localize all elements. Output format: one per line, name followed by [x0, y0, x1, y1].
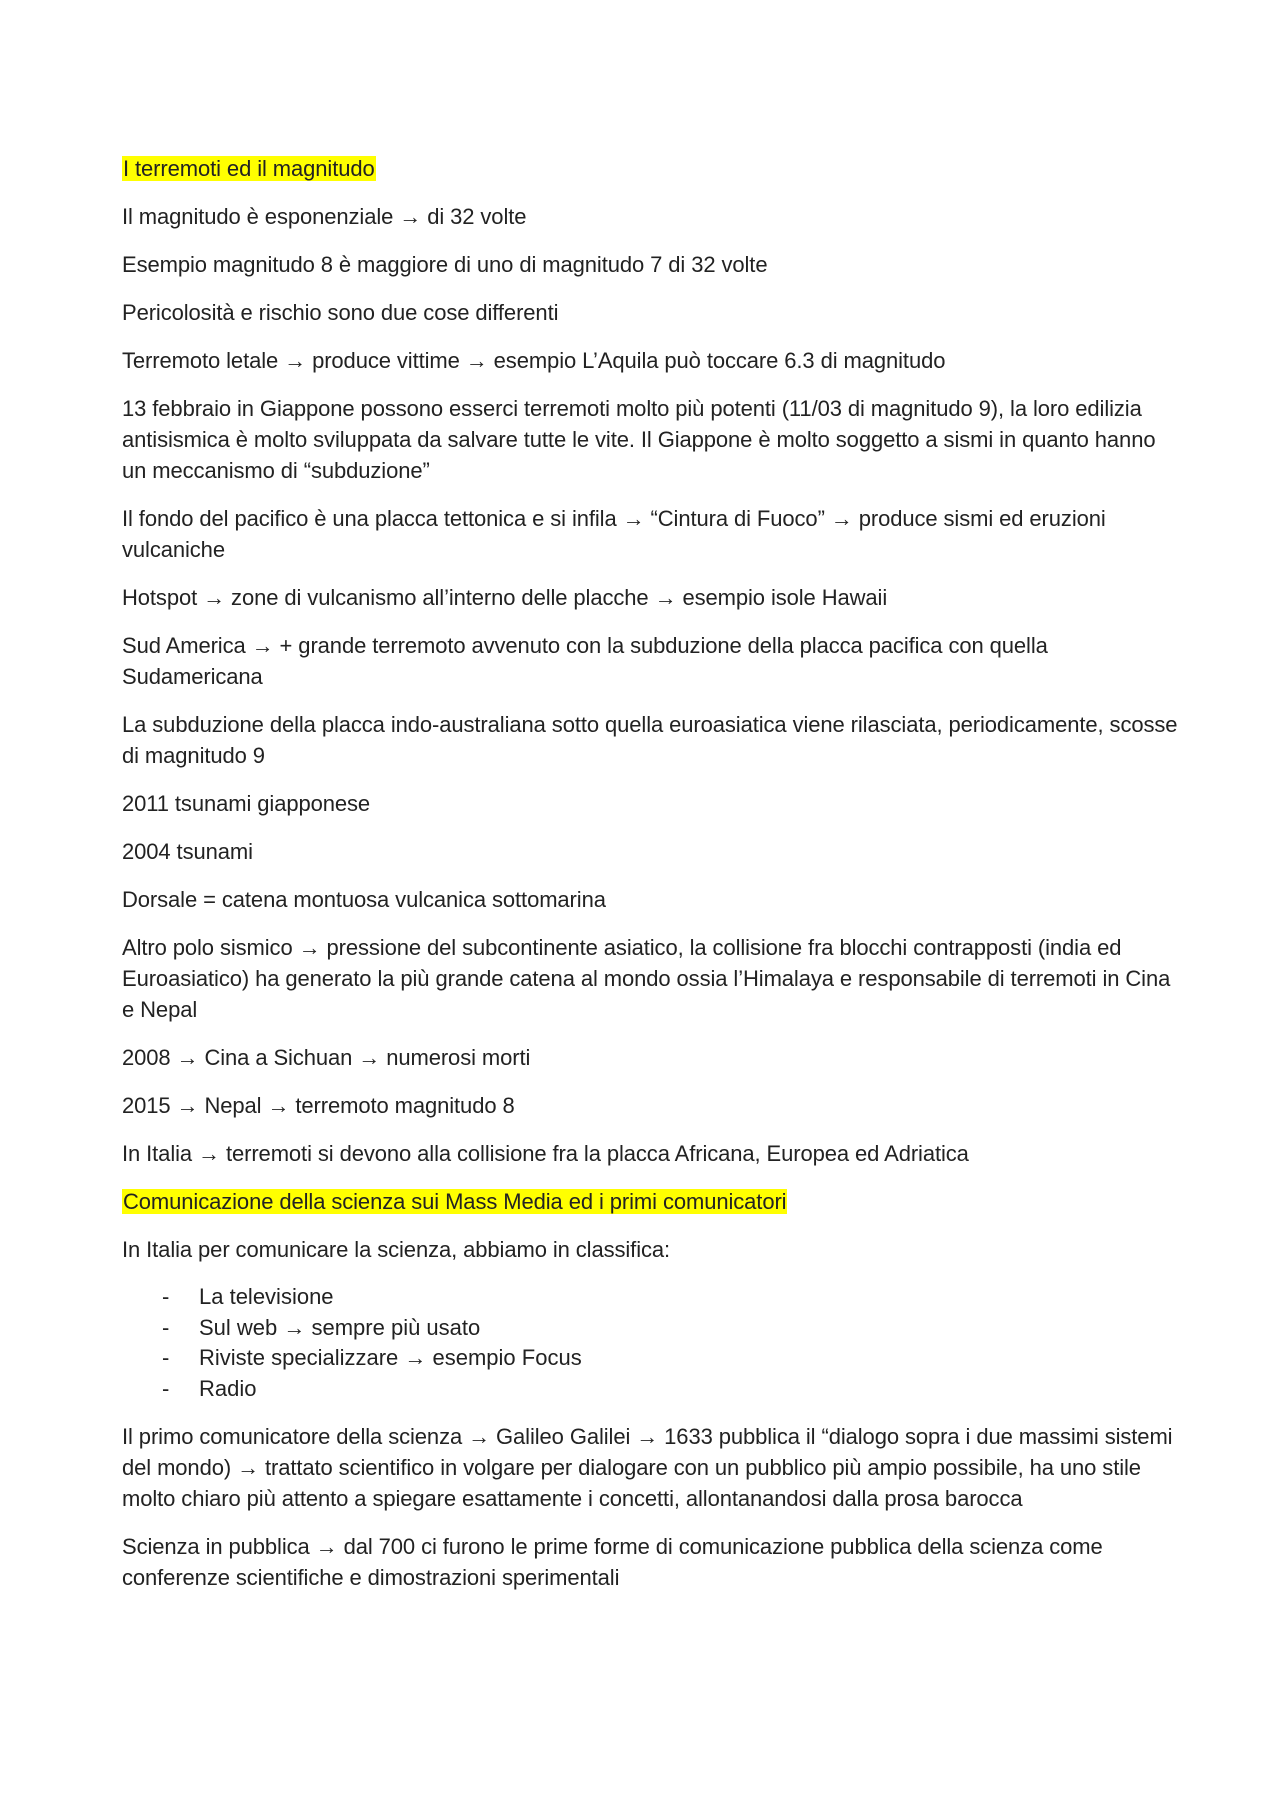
paragraph: 2008 → Cina a Sichuan → numerosi morti	[122, 1045, 531, 1070]
paragraph: Pericolosità e rischio sono due cose differenti	[122, 300, 559, 325]
paragraph: In Italia → terremoti si devono alla collisione fra la placca Africana, Europea ed Adriatica	[122, 1141, 969, 1166]
paragraph: Il magnitudo è esponenziale → di 32 volte	[122, 204, 527, 229]
paragraph: La subduzione della placca indo-australiana sotto quella euroasiatica viene rilasciata, periodicamente, scosse di magnitudo 9	[122, 712, 1178, 768]
paragraph: 2004 tsunami	[122, 839, 253, 864]
list-item: - La televisione	[122, 1282, 1182, 1313]
section-heading-science-communication	[122, 1186, 1182, 1217]
highlighted-heading-text: I terremoti ed il magnitudo	[123, 156, 375, 181]
list-item: - Riviste specializzare → esempio Focus	[122, 1343, 1182, 1374]
paragraph: Scienza in pubblica → dal 700 ci furono le prime forme di comunicazione pubblica della scienza come conferenze scientifiche e dimostrazioni sperimentali	[122, 1534, 1103, 1590]
paragraph: 13 febbraio in Giappone possono esserci terremoti molto più potenti (11/03 di magnitudo 9), la loro edilizia antisismica è molto sviluppata da salvare tutte le vite. Il Giappone è molto soggetto a sismi in quanto hanno un meccanismo di “subduzione”	[122, 396, 1156, 483]
paragraph: 2011 tsunami giapponese	[122, 791, 371, 816]
paragraph: Il fondo del pacifico è una placca tettonica e si infila → “Cintura di Fuoco” → produce sismi ed eruzioni vulcaniche	[122, 506, 1106, 562]
paragraph: Esempio magnitudo 8 è maggiore di uno di magnitudo 7 di 32 volte	[122, 252, 768, 277]
document-page	[122, 153, 1182, 1610]
paragraph: Dorsale = catena montuosa vulcanica sottomarina	[122, 887, 606, 912]
paragraph: Hotspot → zone di vulcanismo all’interno delle placche → esempio isole Hawaii	[122, 585, 888, 610]
paragraph: Terremoto letale → produce vittime → esempio L’Aquila può toccare 6.3 di magnitudo	[122, 348, 946, 373]
paragraph: Sud America → + grande terremoto avvenuto con la subduzione della placca pacifica con quella Sudamericana	[122, 633, 1048, 689]
paragraph: In Italia per comunicare la scienza, abbiamo in classifica:	[122, 1237, 671, 1262]
paragraph: 2015 → Nepal → terremoto magnitudo 8	[122, 1093, 515, 1118]
section-heading-earthquakes	[122, 153, 1182, 184]
list-item: - Sul web → sempre più usato	[122, 1313, 1182, 1344]
highlighted-heading-text: Comunicazione della scienza sui Mass Media ed i primi comunicatori	[123, 1189, 787, 1214]
paragraph: Il primo comunicatore della scienza → Galileo Galilei → 1633 pubblica il “dialogo sopra i due massimi sistemi del mondo) → trattato scientifico in volgare per dialogare con un pubblico più ampio possibile, ha uno stile molto chiaro più attento a spiegare esattamente i concetti, allontanandosi dalla prosa barocca	[122, 1424, 1173, 1511]
paragraph: Altro polo sismico → pressione del subcontinente asiatico, la collisione fra blocchi contrapposti (india ed Euroasiatico) ha generato la più grande catena al mondo ossia l’Himalaya e responsabile di terremoti in Cina e Nepal	[122, 935, 1171, 1022]
media-ranking-list	[122, 1282, 1182, 1404]
list-item: - Radio	[122, 1374, 1182, 1405]
